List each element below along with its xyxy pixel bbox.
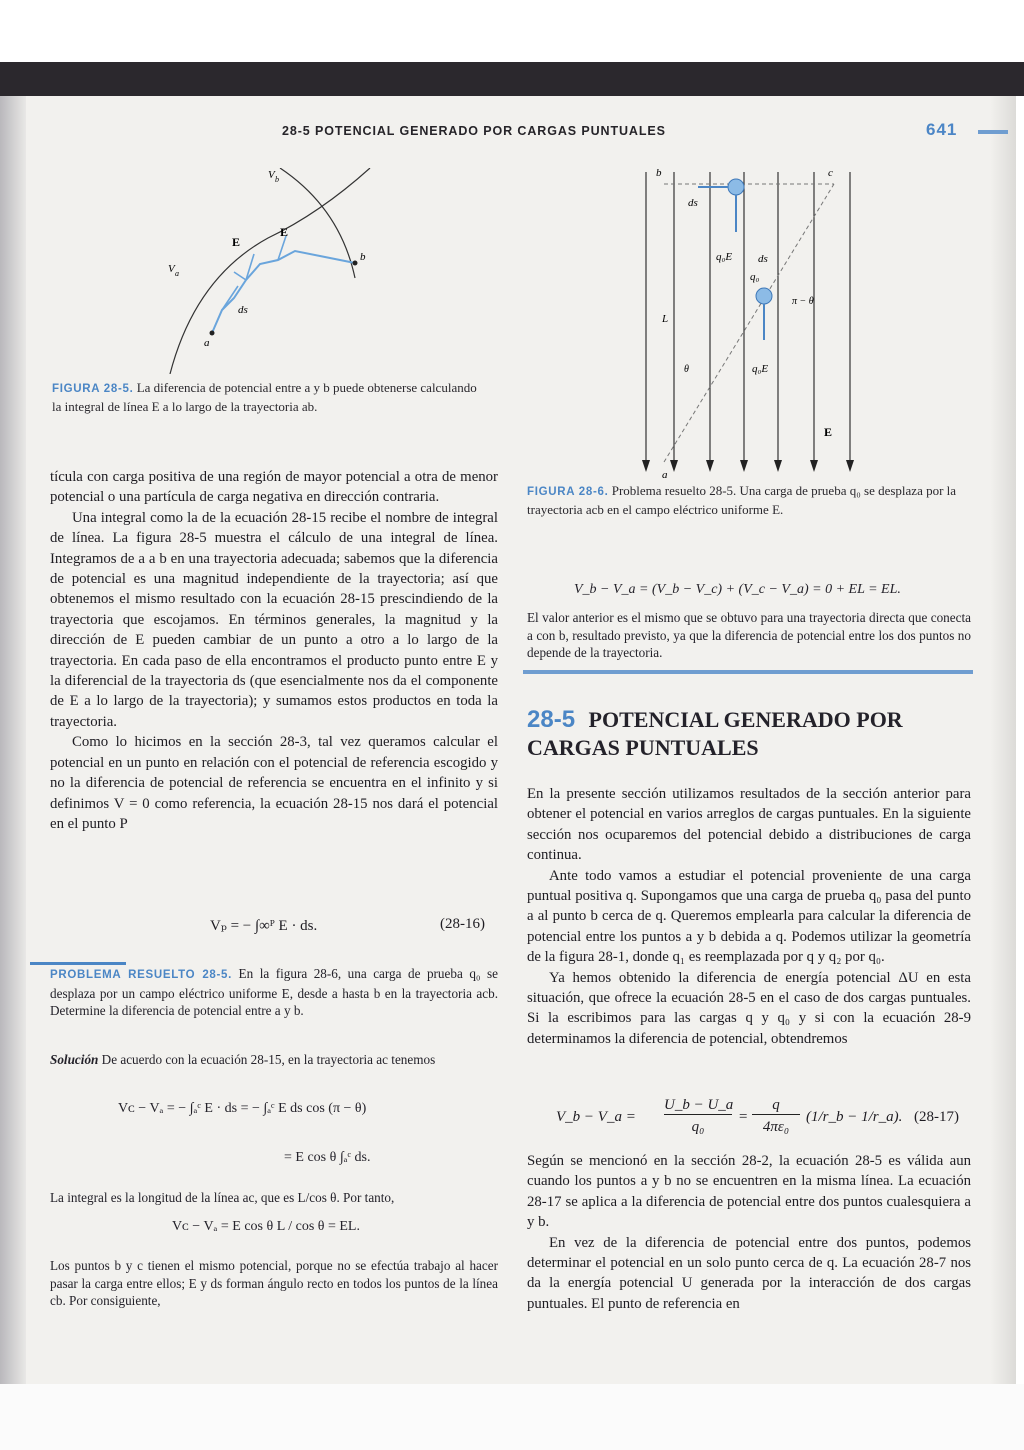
scan-bottom-margin [0, 1384, 1024, 1450]
eq17-paren: (1/r_b − 1/r_a). [806, 1109, 903, 1125]
left-paragraph-3: Como lo hicimos en la sección 28-3, tal vez queramos calcular el potencial en un punto en relación con el potencial de referencia escogido y no la diferencia de potencial de referencia se encuentra en el infinito y si definimos V = 0 como referencia, la ecuación 28-15 nos dará el potencial en el punto P [50, 734, 498, 832]
final-problem-text: Los puntos b y c tienen el mismo potencial, porque no se efectúa trabajo al hacer pasar la carga entre ellos; E y ds forman ángulo recto en todos los puntos de la línea cb. Por consiguiente, [50, 1258, 498, 1309]
integral-length-text: La integral es la longitud de la línea ac, que es L/cos θ. Por tanto, [50, 1190, 395, 1205]
equation-result-el: V_b − V_a = (V_b − V_c) + (V_c − V_a) = 0 + EL = EL. [574, 582, 901, 597]
label-ds-top: ds [688, 197, 698, 209]
problem-statement: En la figura 28-6, una carga de prueba q₀ se desplaza por un campo eléctrico uniforme E, desde a hasta b en la trayectoria acb. Determine la diferencia de potencial entre a y b. [50, 966, 498, 1019]
equation-vc-va-el: Vᴄ − Vₐ = E cos θ L / cos θ = EL. [172, 1219, 360, 1234]
path-ac [664, 184, 834, 462]
equation-28-17 [556, 1097, 966, 1143]
equation-vc-va-integral: Vᴄ − Vₐ = − ∫ₐᶜ E · ds = − ∫ₐᶜ E ds cos (π − θ) [118, 1101, 367, 1116]
section-heading [527, 706, 975, 762]
equipotential-va-curve [170, 168, 370, 374]
eq17-number: (28-17) [914, 1109, 959, 1125]
right-column-lower [527, 1151, 971, 1314]
caption-text: La diferencia de potencial entre a y b puede obtenerse calculando la integral de línea E a lo largo de la trayectoria ab. [52, 380, 477, 414]
caption-label: FIGURA 28-5. [52, 383, 134, 395]
solution-paragraph [50, 1051, 498, 1069]
label-q0e-bottom: q₀E [752, 363, 769, 375]
point-b-dot [353, 261, 358, 266]
label-b: b [656, 167, 662, 179]
label-ds: ds [238, 304, 248, 316]
caption-figure-28-5 [52, 379, 482, 415]
scan-top-band [0, 62, 1024, 96]
label-b: b [360, 251, 366, 263]
page-edge-shadow [990, 96, 1016, 1384]
solution-label: Solución [50, 1052, 99, 1067]
label-e1: E [232, 235, 241, 249]
caption-label: FIGURA 28-6. [527, 486, 609, 498]
left-paragraph-2: Una integral como la de la ecuación 28-15 recibe el nombre de integral de línea. La figura 28-5 muestra el cálculo de una integral de línea. Integramos de a a b en una trayectoria adecuada; sabemos que la diferencia de potencial es una magnitud independiente de la trayectoria; así que obtenemos el mismo resultado con la ecuación 28-15 prescindiendo de la trayectoria que escojamos. En términos generales, la magnitud y la dirección de E pueden cambiar de un punto a otro a lo largo de la trayectoria. En cada paso de ella encontramos el producto punto entre E y la diferencial de la trayectoria ds (que esencialmente nos da el componente de E a lo largo de la trayectoria); y sumamos estos productos en toda la trayectoria. [50, 509, 498, 730]
label-e2: E [280, 225, 289, 239]
equation-28-16-number: (28-16) [440, 916, 485, 932]
section-title: POTENCIAL GENERADO POR CARGAS PUNTUALES [527, 707, 903, 760]
test-charge-top [728, 179, 744, 195]
section-number: 28-5 [527, 706, 576, 733]
eq17-frac1-num: U_b − U_a [664, 1097, 734, 1113]
eq17-equals: = [738, 1109, 749, 1125]
right-paragraph-2: Ante todo vamos a estudiar el potencial proveniente de una carga puntual positiva q. Supongamos que una carga de prueba q₀ pasa del punto a al punto b cerca de q. Queremos emplearla para calcular la diferencia de potencial entre los puntos a y b debida a q. Podemos utilizar la geometría de la figura 28-1, donde q₁ es reemplazada por q y q₂ por q₀. [527, 867, 971, 966]
figure-28-5 [150, 168, 390, 374]
label-vb-sub: b [275, 175, 279, 184]
label-va: V [168, 263, 175, 275]
label-vb: V [268, 169, 275, 181]
test-charge-mid [756, 288, 772, 304]
label-L: L [662, 313, 669, 325]
page-number: 641 [926, 120, 958, 139]
label-va-sub: a [175, 269, 179, 278]
binding-shadow [0, 96, 26, 1384]
problem-label: PROBLEMA RESUELTO 28-5. [50, 969, 233, 981]
equation-28-16: Vₚ = − ∫∞ᴾ E · ds. [210, 918, 318, 934]
label-E: E [824, 425, 833, 439]
point-a-dot [210, 331, 215, 336]
field-lines [646, 172, 850, 467]
label-a: a [662, 469, 668, 481]
right-paragraph-1: En la presente sección utilizamos resultados de la sección anterior para obtener el potencial en varios arreglos de cargas puntuales. En la siguiente sección nos ocuparemos del potencial debido a distribuciones de carga continua. [527, 786, 971, 864]
caption-text: Problema resuelto 28-5. Una carga de prueba q₀ se desplaza por la trayectoria acb en el campo eléctrico uniforme E. [527, 483, 957, 517]
right-paragraph-5: En vez de la diferencia de potencial entre dos puntos, podemos determinar el potencial en un solo punto cerca de q. La ecuación 28-7 nos da la energía potencial U generada por la interacción de dos cargas puntuales. El punto de referencia en [527, 1234, 971, 1312]
caption-figure-28-6 [527, 482, 967, 518]
section-divider [523, 670, 973, 674]
left-column [50, 467, 498, 834]
eq17-frac2-num: q [752, 1097, 800, 1115]
equation-e-cos-theta: = E cos θ ∫ₐᶜ ds. [284, 1150, 371, 1165]
label-pi-minus-theta: π − θ [792, 296, 814, 307]
left-paragraph-1: tícula con carga positiva de una región de mayor potencial a otra de menor potencial o una partícula de carga negativa en dirección contraria. [50, 469, 498, 506]
right-column [527, 784, 971, 1049]
label-c: c [828, 167, 833, 179]
running-head: 28-5 POTENCIAL GENERADO POR CARGAS PUNTUALES [282, 124, 666, 138]
right-paragraph-4: Según se mencionó en la sección 28-2, la ecuación 28-5 es válida aun cuando los puntos a y b no se encuentren en la misma línea. La ecuación 28-17 se aplica a la diferencia de potencial entre dos puntos cualesquiera a y b. [527, 1153, 971, 1231]
label-q0e-top: q₀E [716, 251, 733, 263]
label-q0-mid: q₀ [750, 271, 760, 283]
page-number-rule [978, 130, 1008, 134]
label-a: a [204, 337, 210, 349]
solved-problem [50, 965, 498, 1020]
solution-text: De acuerdo con la ecuación 28-15, en la trayectoria ac tenemos [101, 1052, 436, 1067]
field-arrowheads [642, 460, 854, 472]
eq17-lhs: V_b − V_a = [556, 1109, 636, 1125]
figure-28-6 [628, 162, 864, 482]
eq17-frac1-den: q₀ [691, 1119, 705, 1135]
label-ds-mid: ds [758, 253, 768, 265]
eq17-frac2-den: 4πε₀ [762, 1119, 790, 1135]
result-note: El valor anterior es el mismo que se obtuvo para una trayectoria directa que conecta a con b, resultado previsto, ya que la diferencia de potencial entre los dos puntos no depende de la trayectoria. [527, 610, 971, 661]
label-theta: θ [684, 364, 689, 375]
right-paragraph-3: Ya hemos obtenido la diferencia de energía potencial ΔU en esta situación, que ofrece la ecuación 28-5 en el caso de dos cargas puntuales. Si la escribimos para las cargas q y q₀ y si con la ecuación 28-9 determinamos la diferencia de potencial, obtendremos [527, 969, 971, 1047]
